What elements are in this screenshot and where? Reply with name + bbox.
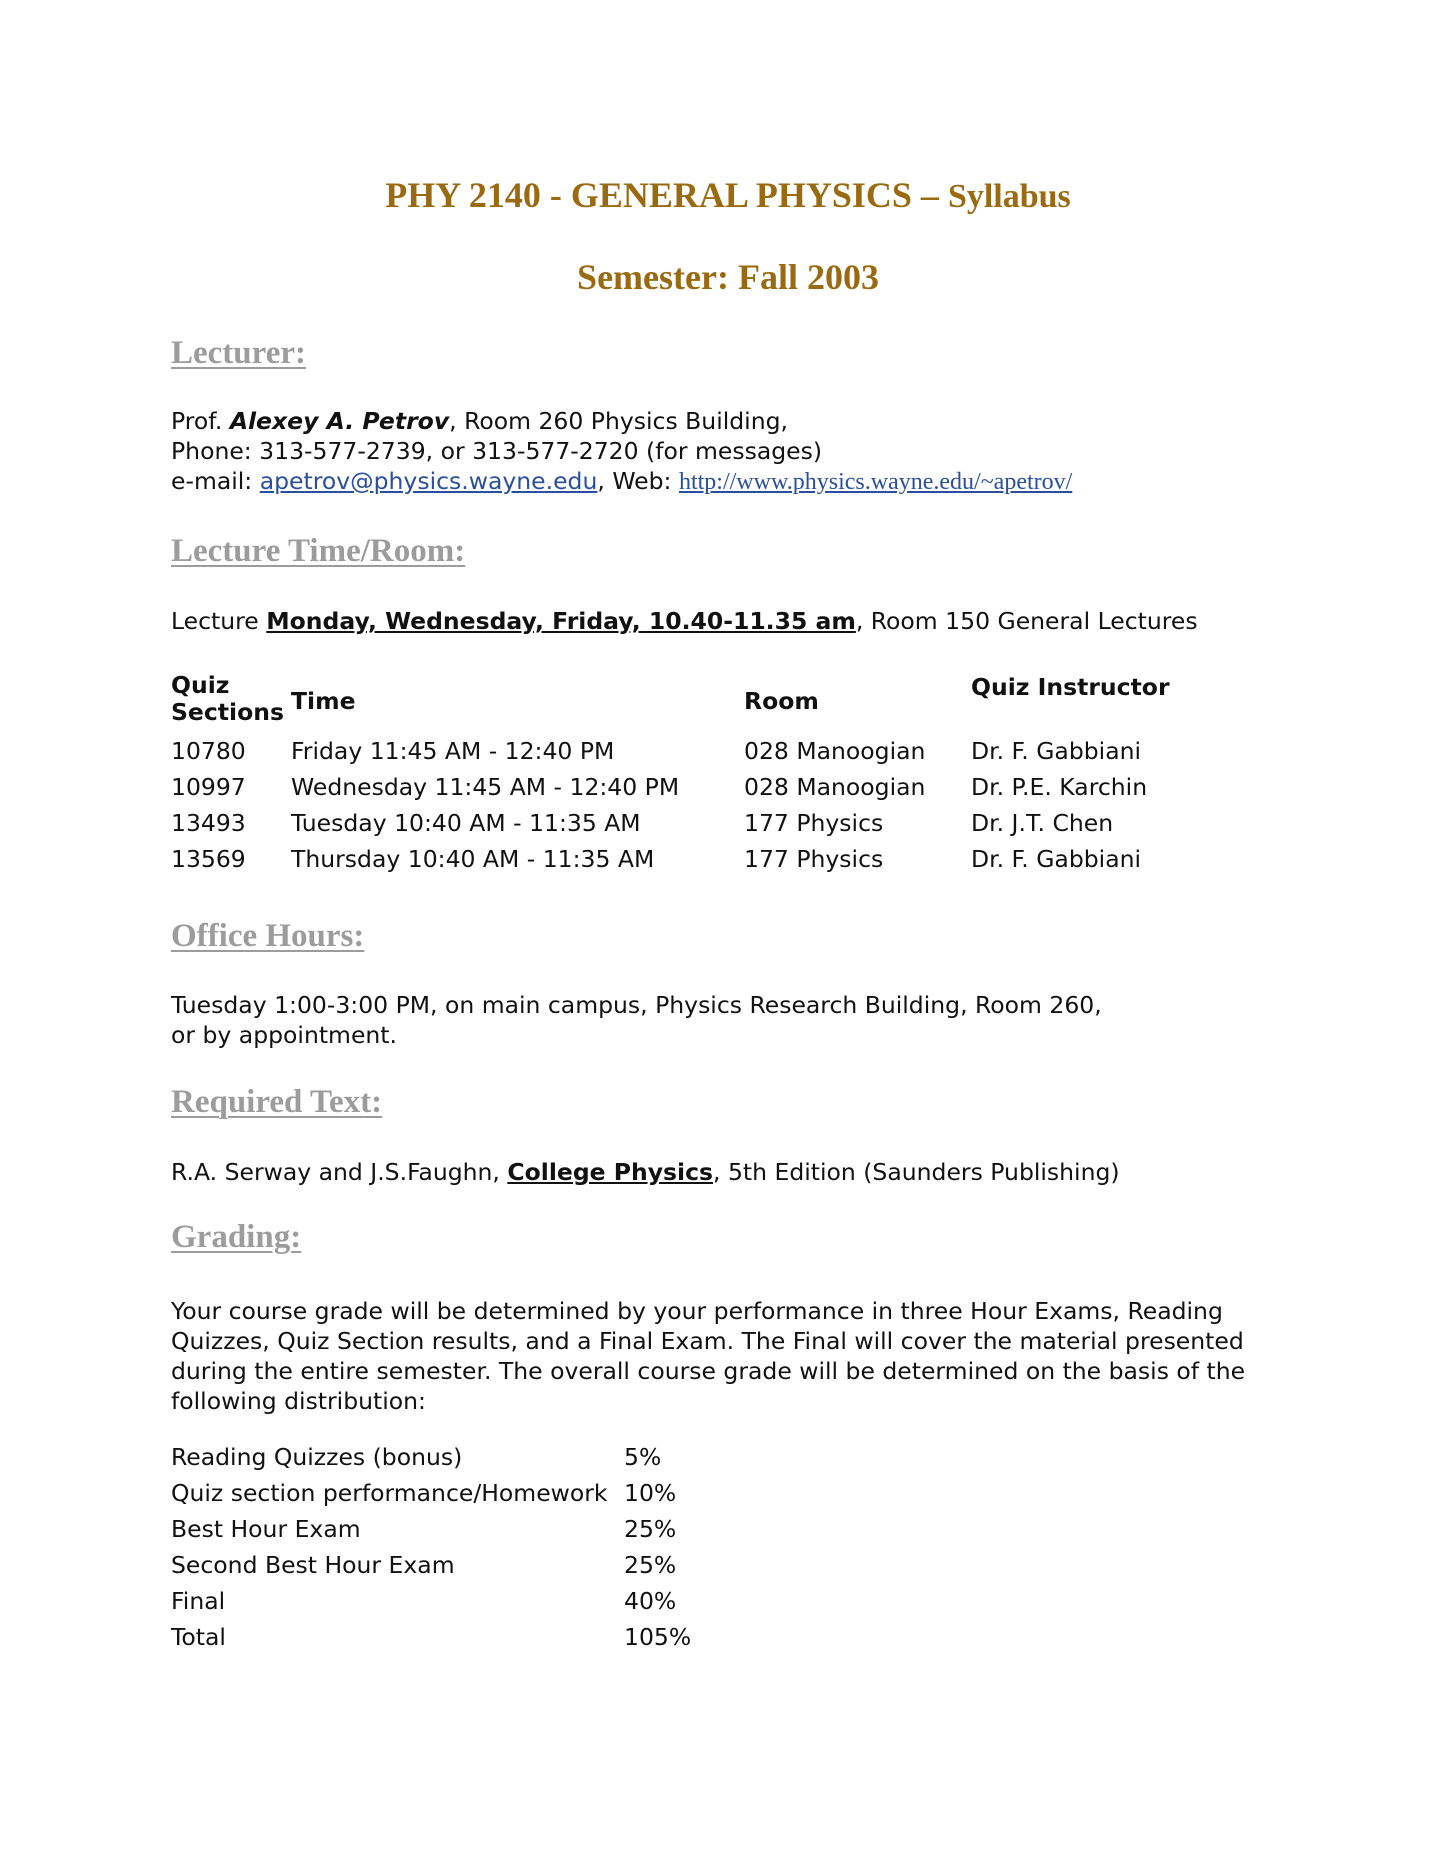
grading-description: [171, 1296, 1245, 1416]
office-hours-line: Tuesday 1:00-3:00 PM, on main campus, Physics Research Building, Room 260,: [171, 991, 1102, 1019]
office-hours-line: or by appointment.: [171, 1021, 397, 1049]
section-number: 10997: [171, 773, 246, 801]
required-text-heading: Required Text:: [171, 1084, 383, 1120]
section-time: Wednesday 11:45 AM - 12:40 PM: [291, 773, 680, 801]
grading-line: Quizzes, Quiz Section results, and a Final Exam. The Final will cover the material presented: [171, 1327, 1244, 1355]
lecture-room: , Room 150 General Lectures: [855, 607, 1198, 635]
grade-item-value: 25%: [624, 1551, 677, 1579]
title-main: PHY 2140 - GENERAL PHYSICS –: [385, 175, 939, 215]
lecturer-phone: Phone: 313-577-2739, or 313-577-2720 (for messages): [171, 437, 823, 465]
web-link[interactable]: http://www.physics.wayne.edu/~apetrov/: [678, 469, 1073, 495]
lecturer-info: [171, 406, 1072, 497]
header-quiz-sections: Quiz Sections: [171, 671, 284, 726]
book-title: College Physics: [507, 1158, 714, 1186]
book-authors: R.A. Serway and J.S.Faughn,: [171, 1158, 500, 1186]
section-room: 177 Physics: [744, 845, 884, 873]
section-number: 10780: [171, 737, 246, 765]
section-number: 13569: [171, 845, 246, 873]
lecture-schedule: Monday, Wednesday, Friday, 10.40-11.35 am: [266, 607, 856, 635]
title-suffix: Syllabus: [947, 178, 1071, 215]
grade-item-label: Second Best Hour Exam: [171, 1551, 455, 1579]
grade-item-value: 40%: [624, 1587, 677, 1615]
lecture-time-heading: Lecture Time/Room:: [171, 533, 466, 569]
grade-item-label: Best Hour Exam: [171, 1515, 361, 1543]
book-edition: , 5th Edition (Saunders Publishing): [713, 1158, 1120, 1186]
grading-line: during the entire semester. The overall course grade will be determined on the basis of the: [171, 1357, 1246, 1385]
section-number: 13493: [171, 809, 246, 837]
required-text-info: [171, 1157, 1120, 1187]
lecturer-contact-line: [171, 466, 1072, 497]
page-title: [0, 174, 1456, 216]
section-instructor: Dr. F. Gabbiani: [971, 737, 1142, 765]
grade-item-label: Total: [171, 1623, 226, 1651]
header-room: Room: [744, 687, 819, 715]
section-time: Friday 11:45 AM - 12:40 PM: [291, 737, 615, 765]
grading-heading: Grading:: [171, 1219, 302, 1255]
grade-item-value: 25%: [624, 1515, 677, 1543]
web-label: , Web:: [597, 467, 672, 495]
section-room: 028 Manoogian: [744, 773, 926, 801]
lecturer-name: Alexey A. Petrov: [229, 407, 450, 435]
lecture-time-info: [171, 606, 1198, 636]
office-hours-heading: Office Hours:: [171, 918, 365, 954]
grade-item-label: Reading Quizzes (bonus): [171, 1443, 463, 1471]
lecturer-prefix: Prof.: [171, 407, 223, 435]
email-link[interactable]: apetrov@physics.wayne.edu: [259, 467, 598, 495]
section-instructor: Dr. J.T. Chen: [971, 809, 1114, 837]
section-instructor: Dr. F. Gabbiani: [971, 845, 1142, 873]
lecturer-heading: Lecturer:: [171, 335, 306, 371]
grade-item-value: 105%: [624, 1623, 692, 1651]
grade-item-value: 5%: [624, 1443, 662, 1471]
grading-line: Your course grade will be determined by your performance in three Hour Exams, Reading: [171, 1297, 1223, 1325]
section-time: Tuesday 10:40 AM - 11:35 AM: [291, 809, 641, 837]
grade-item-value: 10%: [624, 1479, 677, 1507]
section-room: 028 Manoogian: [744, 737, 926, 765]
section-time: Thursday 10:40 AM - 11:35 AM: [291, 845, 655, 873]
office-hours-info: [171, 990, 1102, 1050]
grade-item-label: Quiz section performance/Homework: [171, 1479, 608, 1507]
section-room: 177 Physics: [744, 809, 884, 837]
header-time: Time: [291, 687, 356, 715]
semester-title: Semester: Fall 2003: [577, 257, 879, 297]
header-quiz-instructor: Quiz Instructor: [971, 673, 1170, 701]
lecturer-room: , Room 260 Physics Building,: [449, 407, 788, 435]
email-label: e-mail:: [171, 467, 253, 495]
grade-item-label: Final: [171, 1587, 226, 1615]
grading-line: following distribution:: [171, 1387, 426, 1415]
section-instructor: Dr. P.E. Karchin: [971, 773, 1148, 801]
lecture-prefix: Lecture: [171, 607, 259, 635]
lecturer-name-line: [171, 406, 1072, 436]
